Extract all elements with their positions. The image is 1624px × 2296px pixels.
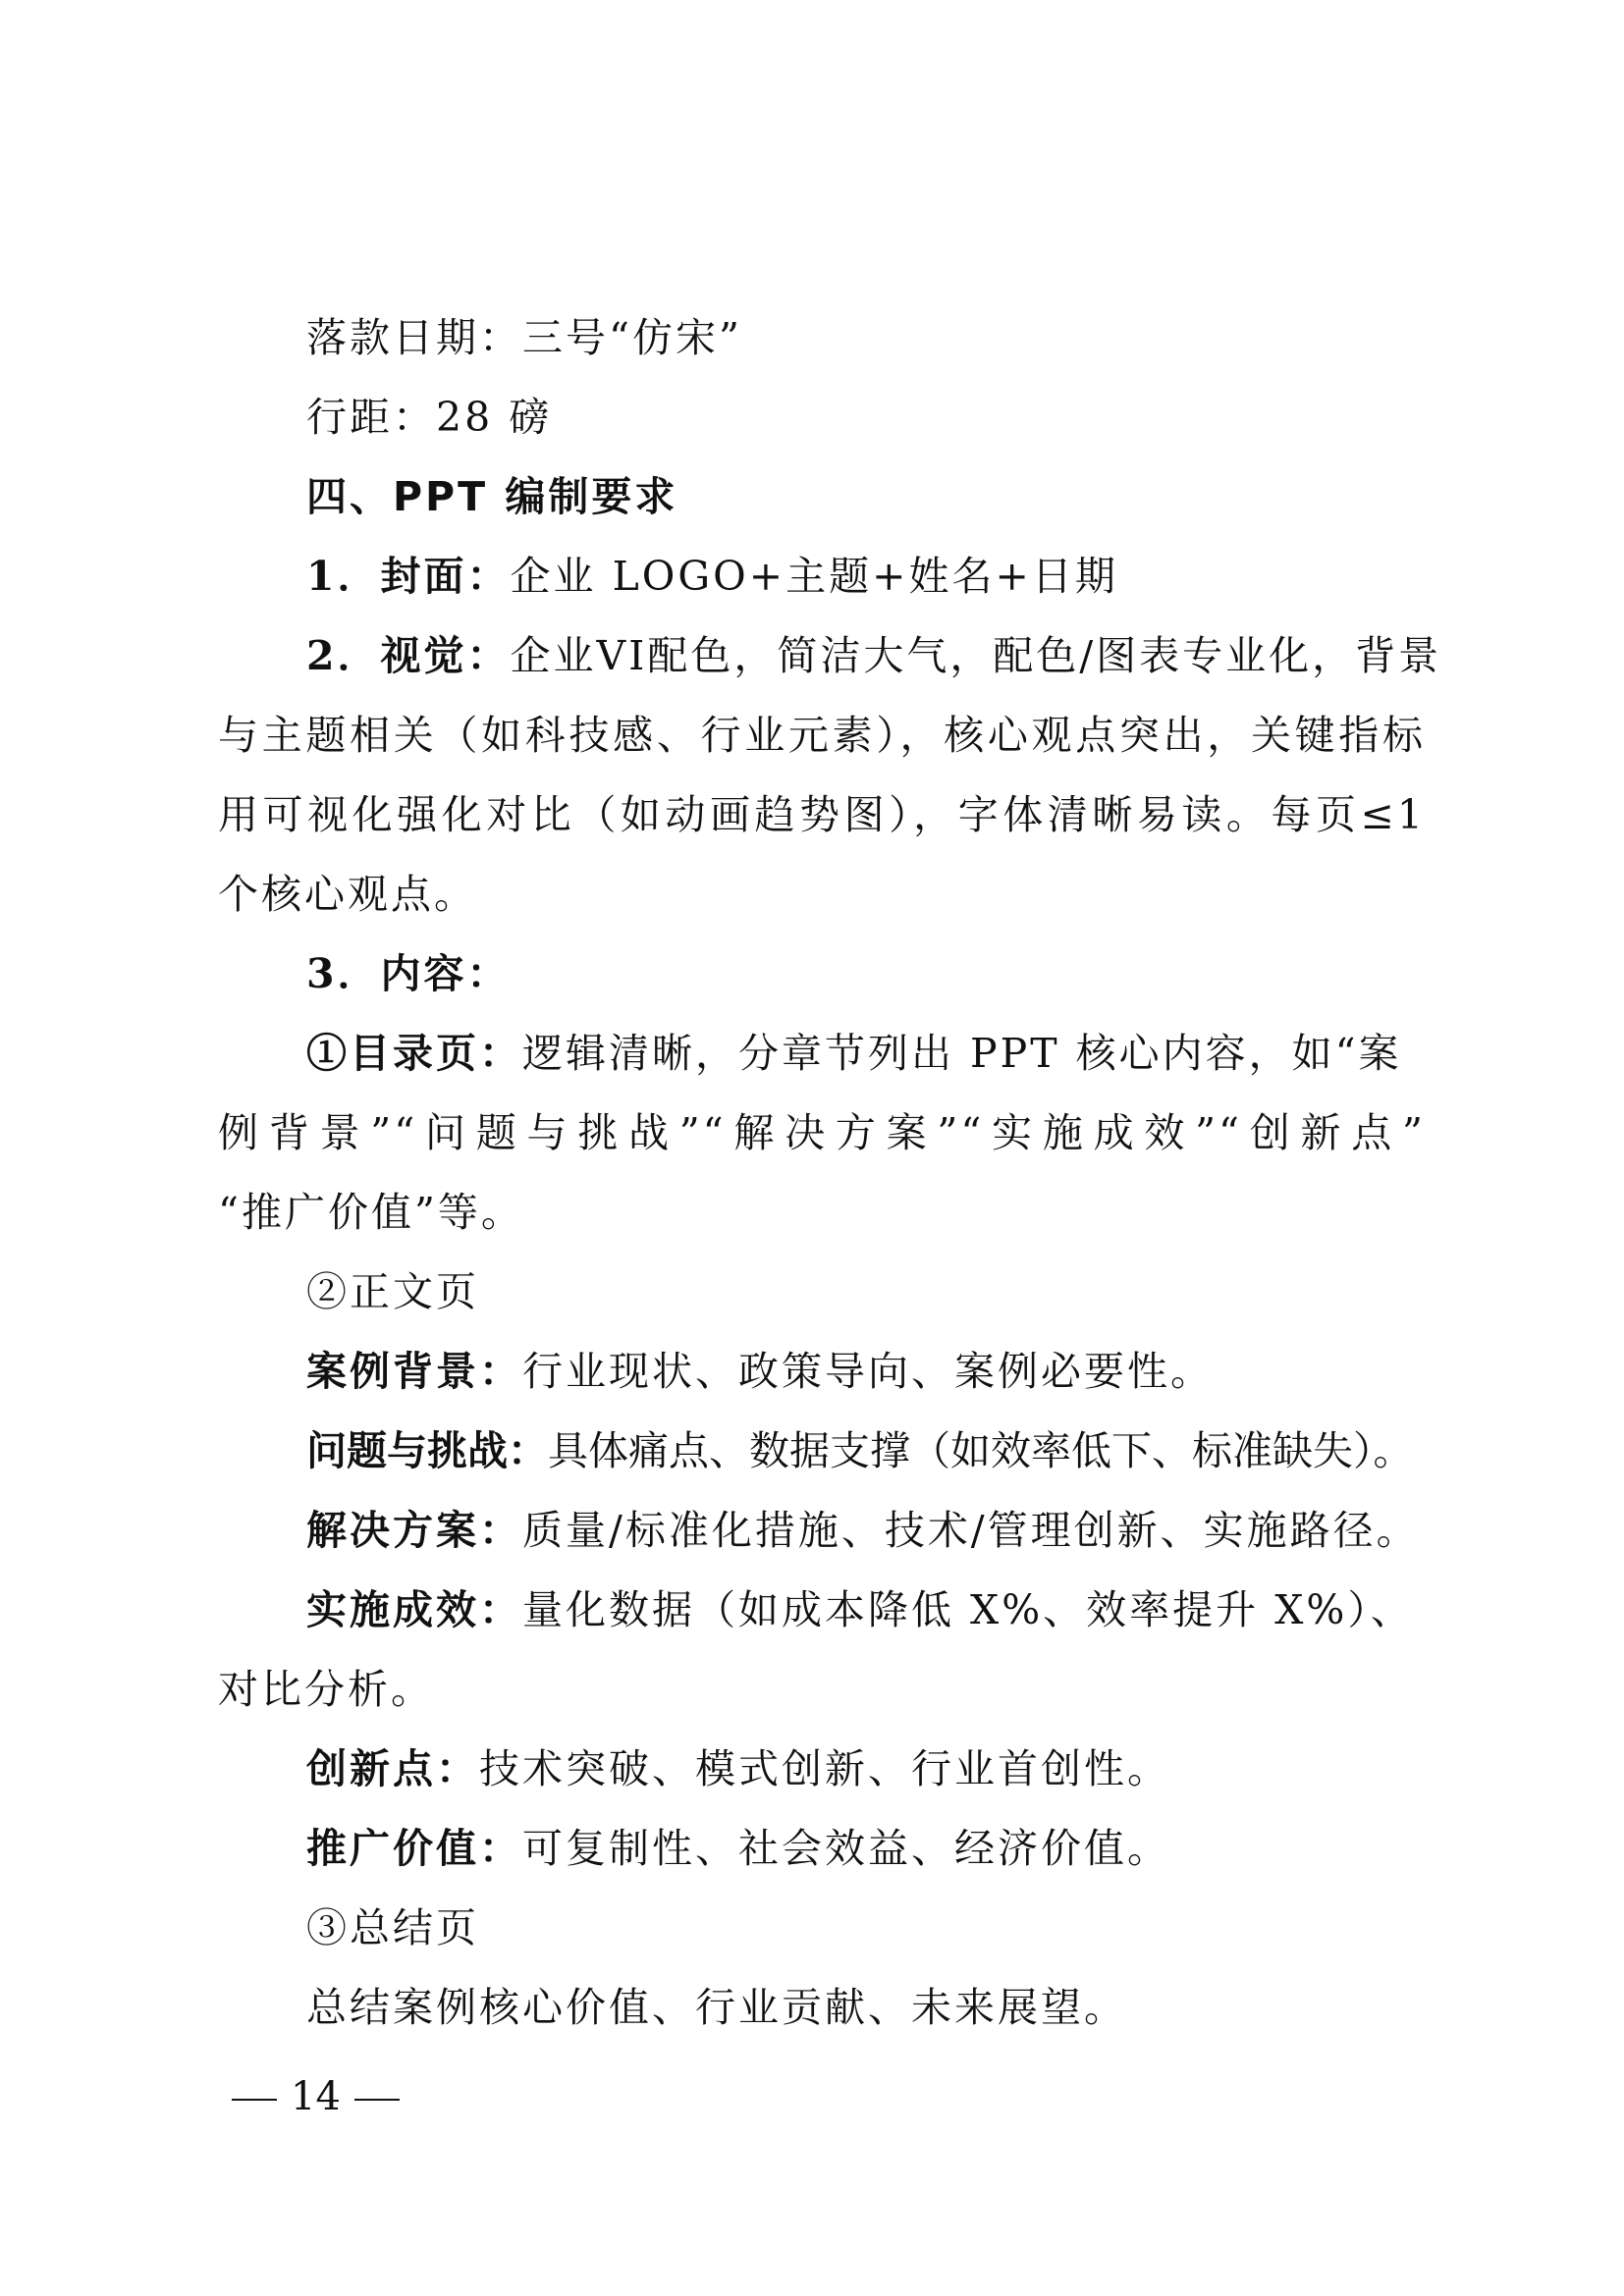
footer-dash-right	[354, 2099, 400, 2101]
page-footer	[218, 2067, 413, 2126]
item-text: 技术突破、模式创新、行业首创性。	[479, 1745, 1170, 1792]
text-line	[306, 1490, 1426, 1571]
item-label: 2．视觉：	[306, 632, 511, 679]
item-label: 案例背景：	[306, 1348, 522, 1395]
item-text: 企业VI配色，简洁大气，配色/图表专业化，背景	[510, 632, 1442, 679]
text-line: 个核心观点。	[218, 871, 477, 918]
item-text: 质量/标准化措施、技术/管理创新、实施路径。	[522, 1507, 1420, 1554]
text-line	[306, 1013, 1426, 1094]
text-line	[306, 1570, 1426, 1650]
item-text: 逻辑清晰，分章节列出 PPT 核心内容，如“案	[522, 1030, 1402, 1077]
text-line	[306, 615, 1442, 696]
text-line: 行距：28 磅	[306, 394, 553, 441]
item-text: 企业 LOGO+主题+姓名+日期	[510, 553, 1118, 600]
item-text: 量化数据（如成本降低 X%、效率提升 X%）、	[522, 1586, 1414, 1633]
text-line	[306, 1729, 1426, 1809]
text-line: ②正文页	[306, 1268, 479, 1315]
item-label: 推广价值：	[306, 1825, 522, 1872]
item-text: 具体痛点、数据支撑（如效率低下、标准缺失）。	[548, 1427, 1414, 1474]
item-label: 1．封面：	[306, 553, 511, 600]
text-line: 落款日期：三号“仿宋”	[306, 314, 742, 361]
subsection-heading: 3．内容：	[306, 950, 511, 997]
text-line: 对比分析。	[218, 1666, 434, 1713]
text-line: 总结案例核心价值、行业贡献、未来展望。	[306, 1984, 1127, 2031]
item-label: 解决方案：	[306, 1507, 522, 1554]
section-heading: 四、PPT 编制要求	[306, 473, 678, 520]
item-label: 创新点：	[306, 1745, 479, 1792]
item-label: 问题与挑战：	[306, 1427, 548, 1474]
item-label: ①目录页：	[306, 1030, 522, 1077]
footer-dash-left	[232, 2099, 277, 2101]
text-line: ③总结页	[306, 1904, 479, 1951]
text-line: 与主题相关（如科技感、行业元素），核心观点突出，关键指标	[218, 712, 1426, 759]
item-text: 可复制性、社会效益、经济价值。	[522, 1825, 1170, 1872]
text-line	[306, 1808, 1426, 1889]
item-text: 行业现状、政策导向、案例必要性。	[522, 1348, 1214, 1395]
text-line	[306, 536, 1426, 616]
text-line: 用可视化强化对比（如动画趋势图），字体清晰易读。每页≤1	[218, 791, 1426, 838]
item-label: 实施成效：	[306, 1586, 522, 1633]
text-line	[306, 1331, 1426, 1412]
page-number: 14	[291, 2074, 341, 2119]
text-line: “推广价值”等。	[218, 1189, 524, 1236]
text-line: 例背景”“问题与挑战”“解决方案”“实施成效”“创新点”	[218, 1109, 1426, 1156]
text-line	[306, 1411, 1426, 1491]
